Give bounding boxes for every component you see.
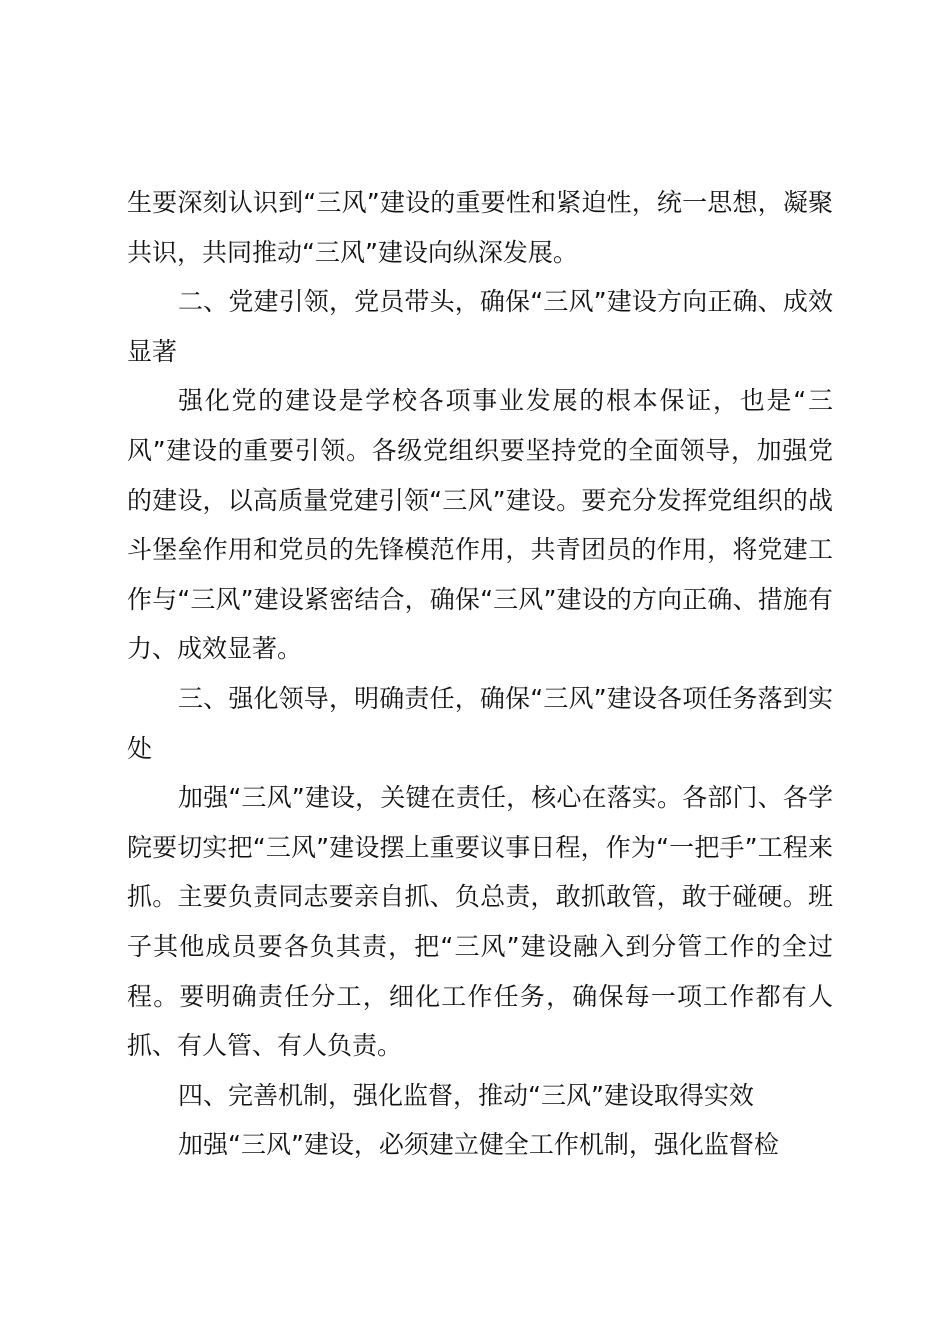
paragraph-responsibility: 加强“三风”建设，关键在责任，核心在落实。各部门、各学院要切实把“三风”建设摆上重要议事日程，作为“一把手”工程来抓。主要负责同志要亲自抓、负总责，敢抓敢管，敢于碰硬。班子其他成员要各负其责，把“三风”建设融入到分管工作的全过程。要明确责任分工，细化工作任务，确保每一项工作都有人抓、有人管、有人负责。 [127,783,833,1061]
section-heading-3: 三、强化领导，明确责任，确保“三风”建设各项任务落到实处 [127,683,833,763]
paragraph-party-building: 强化党的建设是学校各项事业发展的根本保证，也是“三风”建设的重要引领。各级党组织要坚持党的全面领导，加强党的建设，以高质量党建引领“三风”建设。要充分发挥党组织的战斗堡垒作用和党员的先锋模范作用，共青团员的作用，将党建工作与“三风”建设紧密结合，确保“三风”建设的方向正确、措施有力、成效显著。 [127,386,833,664]
section-heading-2: 二、党建引领，党员带头，确保“三风”建设方向正确、成效显著 [127,287,833,366]
paragraph-mechanism: 加强“三风”建设，必须建立健全工作机制，强化监督检 [178,1130,779,1160]
document-body [127,178,833,1170]
paragraph-continuation: 生要深刻认识到“三风”建设的重要性和紧迫性，统一思想，凝聚共识，共同推动“三风”建设向纵深发展。 [127,188,833,267]
section-heading-4: 四、完善机制，强化监督，推动“三风”建设取得实效 [178,1080,754,1110]
